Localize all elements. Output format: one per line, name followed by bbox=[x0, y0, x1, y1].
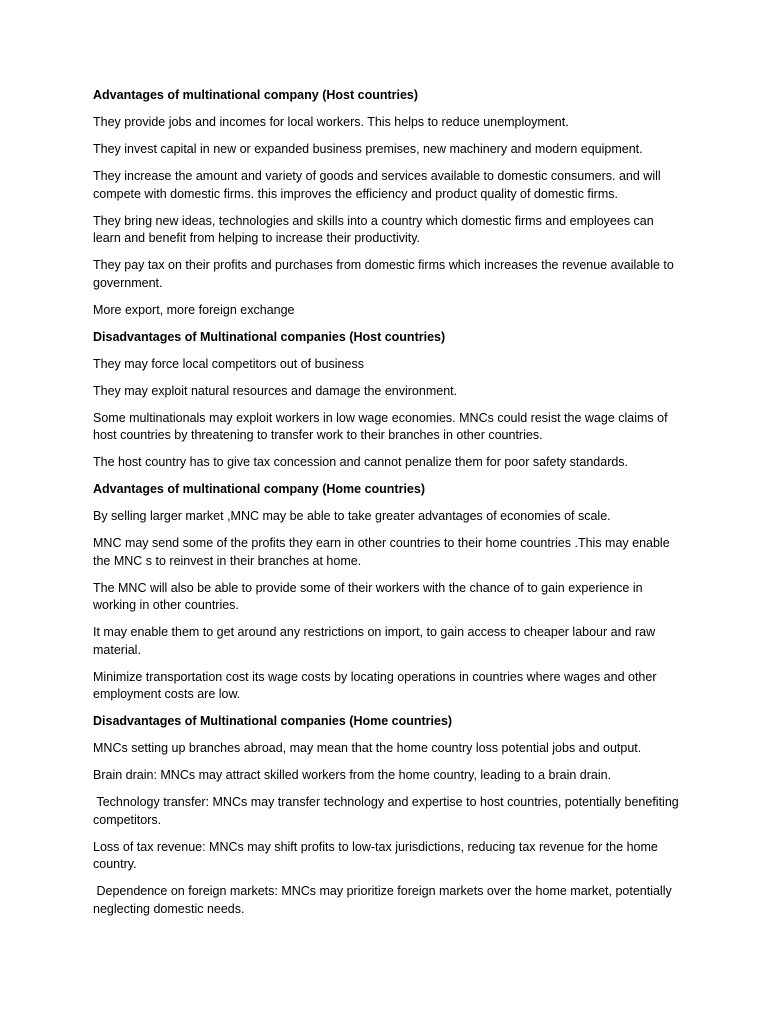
paragraph: More export, more foreign exchange bbox=[93, 302, 295, 317]
paragraph: Some multinationals may exploit workers in low wage economies. MNCs could resist the wage claims of host countries by threatening to transfer work to their branches in other countries. bbox=[93, 410, 672, 442]
paragraph: MNCs setting up branches abroad, may mean that the home country loss potential jobs and output. bbox=[93, 741, 642, 755]
paragraph: They may exploit natural resources and damage the environment. bbox=[93, 383, 458, 398]
paragraph: They pay tax on their profits and purchases from domestic firms which increases the revenue available to government. bbox=[93, 258, 678, 290]
heading-home-advantages: Advantages of multinational company (Home countries) bbox=[93, 482, 425, 496]
document-page bbox=[93, 87, 683, 928]
paragraph: The MNC will also be able to provide some of their workers with the chance of to gain experience in working in other countries. bbox=[93, 580, 647, 612]
paragraph: They invest capital in new or expanded business premises, new machinery and modern equipment. bbox=[93, 142, 643, 156]
paragraph: Brain drain: MNCs may attract skilled workers from the home country, leading to a brain drain. bbox=[93, 768, 612, 782]
paragraph: MNC may send some of the profits they earn in other countries to their home countries .This may enable the MNC s to reinvest in their branches at home. bbox=[93, 536, 674, 568]
paragraph: It may enable them to get around any restrictions on import, to gain access to cheaper labour and raw material. bbox=[93, 625, 659, 657]
paragraph: They increase the amount and variety of goods and services available to domestic consumers. and will compete with domestic firms. this improves the efficiency and product quality of domestic firms. bbox=[93, 169, 665, 201]
paragraph: They provide jobs and incomes for local workers. This helps to reduce unemployment. bbox=[93, 115, 569, 129]
paragraph: The host country has to give tax concession and cannot penalize them for poor safety standards. bbox=[93, 455, 629, 469]
paragraph: Loss of tax revenue: MNCs may shift profits to low-tax jurisdictions, reducing tax revenue for the home country. bbox=[93, 839, 662, 871]
heading-host-advantages: Advantages of multinational company (Host countries) bbox=[93, 88, 419, 102]
paragraph: Technology transfer: MNCs may transfer technology and expertise to host countries, potentially benefiting competitors. bbox=[93, 795, 683, 827]
heading-home-disadvantages: Disadvantages of Multinational companies (Home countries) bbox=[93, 714, 453, 728]
paragraph: Minimize transportation cost its wage costs by locating operations in countries where wages and other employment costs are low. bbox=[93, 669, 660, 701]
paragraph: They bring new ideas, technologies and skills into a country which domestic firms and employees can learn and benefit from helping to increase their productivity. bbox=[93, 213, 658, 245]
paragraph: Dependence on foreign markets: MNCs may prioritize foreign markets over the home market, potentially neglecting domestic needs. bbox=[93, 884, 676, 916]
paragraph: They may force local competitors out of business bbox=[93, 356, 364, 371]
paragraph: By selling larger market ,MNC may be able to take greater advantages of economies of scale. bbox=[93, 509, 611, 523]
heading-host-disadvantages: Disadvantages of Multinational companies (Host countries) bbox=[93, 329, 446, 344]
